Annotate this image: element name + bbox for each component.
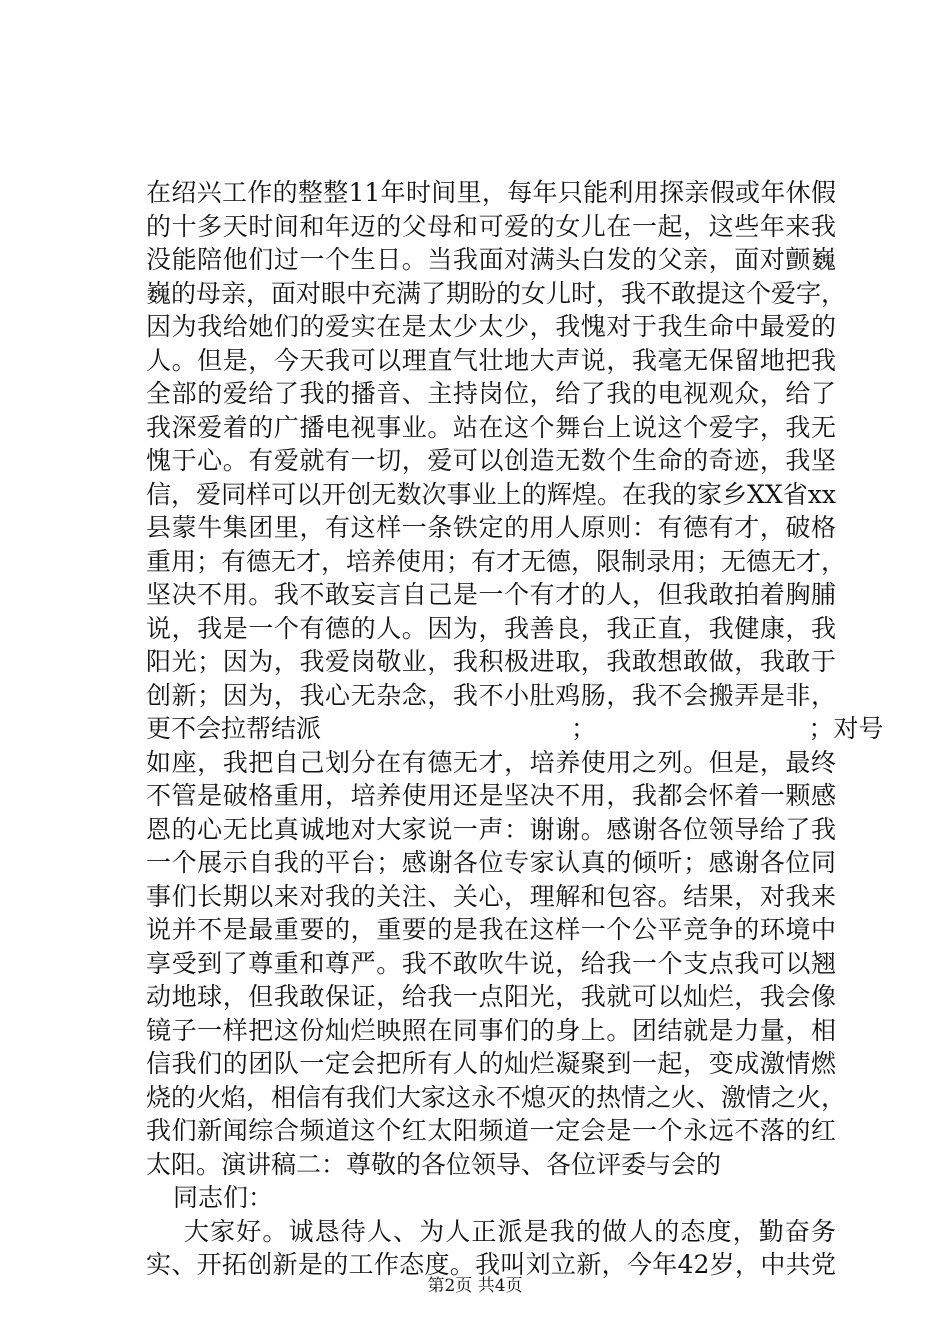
text-line: 大家好。诚恳待人、为人正派是我的做人的态度，勤奋务 [184,1216,836,1246]
text-line: 太阳。演讲稿二：尊敬的各位领导、各位评委与会的 [146,1149,722,1179]
text-line: 阳光；因为，我爱岗敬业，我积极进取，我敢想敢做，我敢于 [146,647,836,676]
text-line: 的十多天时间和年迈的父母和可爱的女儿在一起，这些年来我 [146,211,836,241]
text-line: 创新；因为，我心无杂念，我不小肚鸡肠，我不会搬弄是非， [146,680,836,710]
text-line: 事们长期以来对我的关注、关心，理解和包容。结果，对我来 [146,881,836,911]
text-line: 巍的母亲，面对眼中充满了期盼的女儿时，我不敢提这个爱字， [146,278,847,308]
text-line: 说，我是一个有德的人。因为，我善良，我正直，我健康，我 [146,613,836,643]
text-line: 实、开拓创新是的工作态度。我叫刘立新，今年42岁，中共党 [146,1250,836,1279]
text-line: 烧的火焰，相信有我们大家这永不熄灭的热情之火、激情之火， [146,1082,847,1112]
text-line: 信我们的团队一定会把所有人的灿烂凝聚到一起，变成激情燃 [146,1049,836,1078]
text-line: 说并不是最重要的，重要的是我在这样一个公平竞争的环境中 [146,915,836,944]
text-line: 镜子一样把这份灿烂映照在同事们的身上。团结就是力量，相 [146,1015,836,1045]
text-line: 全部的爱给了我的播音、主持岗位，给了我的电视观众，给了 [146,379,836,408]
text-line: 不管是破格重用，培养使用还是坚决不用，我都会怀着一颗感 [146,781,836,810]
text-line: 如座，我把自己划分在有德无才，培养使用之列。但是，最终 [146,747,836,777]
text-line: 坚决不用。我不敢妄言自己是一个有才的人，但我敢拍着胸脯 [146,580,836,609]
page-number: 第2页 共4页 [427,1276,523,1296]
text-line: 信，爱同样可以开创无数次事业上的辉煌。在我的家乡XX省xx [146,479,836,509]
text-line: 在绍兴工作的整整11年时间里，每年只能利用探亲假或年休假 [146,178,836,207]
text-line: 愧于心。有爱就有一切，爱可以创造无数个生命的奇迹，我坚 [146,446,836,475]
text-line: 重用；有德无才，培养使用；有才无德，限制录用；无德无才， [146,546,847,576]
text-line: 享受到了尊重和尊严。我不敢吹牛说，给我一个支点我可以翘 [146,948,836,978]
text-line: 没能陪他们过一个生日。当我面对满头白发的父亲，面对颤巍 [146,245,836,274]
text-line: 我们新闻综合频道这个红太阳频道一定会是一个永远不落的红 [146,1116,836,1145]
text-line: 同志们： [173,1183,274,1212]
text-line: 县蒙牛集团里，有这样一条铁定的用人原则：有德有才，破格 [146,513,836,542]
text-line: 恩的心无比真诚地对大家说一声：谢谢。感谢各位领导给了我 [146,814,836,844]
text-line: 动地球，但我敢保证，给我一点阳光，我就可以灿烂，我会像 [146,982,836,1011]
text-line: 更不会拉帮结派 ； ；对号 [146,714,884,743]
text-line: 一个展示自我的平台；感谢各位专家认真的倾听；感谢各位同 [146,848,836,877]
text-line: 我深爱着的广播电视事业。站在这个舞台上说这个爱字，我无 [146,412,836,442]
text-line: 人。但是，今天我可以理直气壮地大声说，我毫无保留地把我 [146,345,836,375]
text-line: 因为我给她们的爱实在是太少太少，我愧对于我生命中最爱的 [146,312,836,341]
document-body [146,176,884,1282]
